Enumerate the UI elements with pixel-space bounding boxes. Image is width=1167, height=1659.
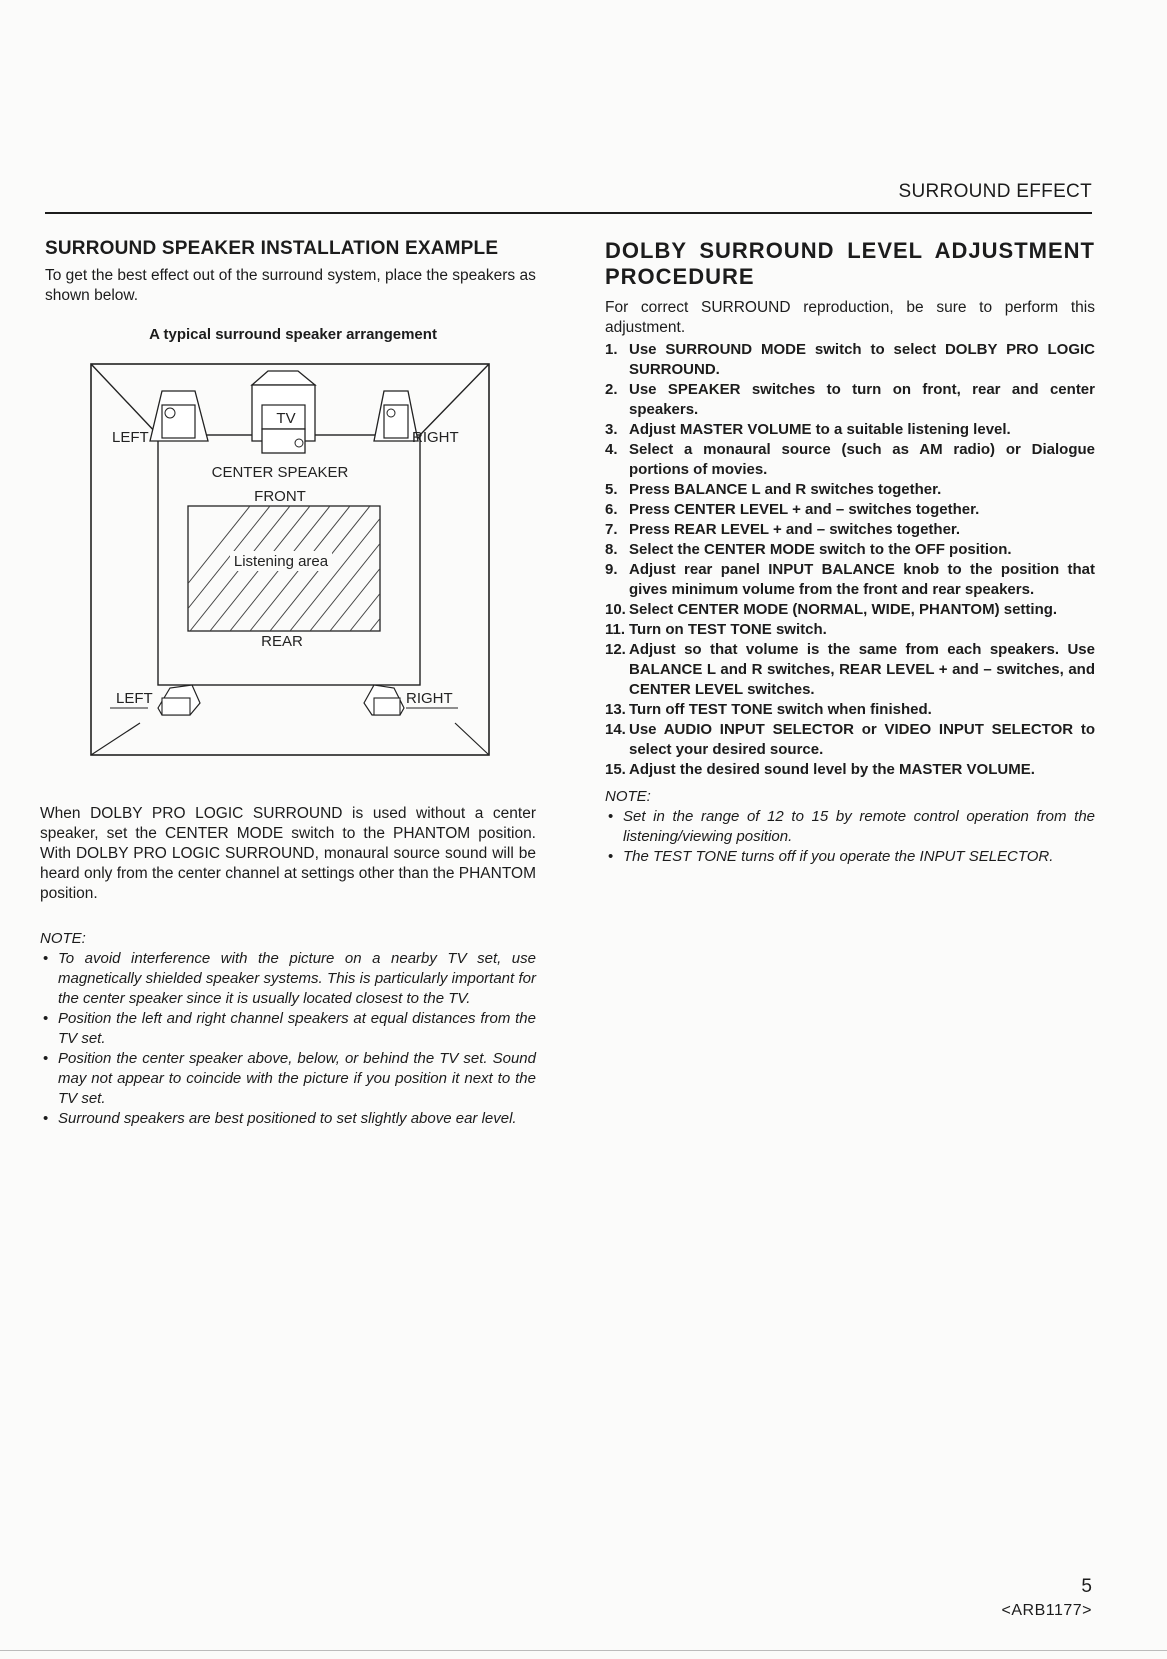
front-right-label: RIGHT (412, 429, 459, 446)
step-item: 7. Press REAR LEVEL + and – switches together. (605, 521, 961, 538)
rear-left-label: LEFT (116, 690, 153, 707)
step-item: 5. Press BALANCE L and R switches together. (605, 481, 942, 498)
scan-edge-line (0, 1650, 1167, 1651)
step-item: 14. Use AUDIO INPUT SELECTOR or VIDEO INPUT SELECTOR to select your desired source. (605, 721, 1095, 758)
right-heading: DOLBY SURROUND LEVEL ADJUSTMENT PROCEDURE (605, 238, 1095, 289)
adjustment-steps (605, 340, 1095, 780)
step-item: 12. Adjust so that volume is the same from each speakers. Use BALANCE L and R switches, REAR LEVEL + and – switches, and CENTER LEVEL switches. (605, 641, 1095, 698)
speaker-diagram-svg (90, 363, 500, 758)
step-item: 11. Turn on TEST TONE switch. (605, 621, 827, 638)
front-left-speaker-icon (150, 391, 208, 441)
page-number: 5 (1081, 1576, 1092, 1597)
front-left-label: LEFT (112, 429, 149, 446)
listening-area-label: Listening area (233, 553, 329, 570)
left-note-item: • To avoid interference with the picture on a nearby TV set, use magnetically shielded speaker systems. This is particularly important for the center speaker since it is usually located closest to the TV. (40, 949, 536, 1009)
step-item: 8. Select the CENTER MODE switch to the OFF position. (605, 541, 1012, 558)
rear-right-label: RIGHT (406, 690, 453, 707)
figure-caption: A typical surround speaker arrangement (149, 326, 437, 343)
right-notes (605, 788, 1095, 867)
right-intro: For correct SURROUND reproduction, be sure to perform this adjustment. (605, 299, 1095, 336)
rear-label: REAR (261, 633, 303, 650)
left-column (45, 238, 541, 343)
section-header: SURROUND EFFECT (898, 181, 1092, 202)
step-item: 9. Adjust rear panel INPUT BALANCE knob to the position that gives minimum volume from the front and rear speakers. (605, 561, 1095, 598)
right-note-item: • Set in the range of 12 to 15 by remote control operation from the listening/viewing position. (605, 807, 1095, 847)
center-speaker-icon (262, 429, 305, 453)
right-column (605, 238, 1095, 867)
rear-left-speaker-icon (158, 685, 200, 715)
step-item: 6. Press CENTER LEVEL + and – switches together. (605, 501, 980, 518)
tv-label: TV (276, 410, 296, 427)
step-item: 13. Turn off TEST TONE switch when finished. (605, 701, 932, 718)
left-note-item: • Position the center speaker above, below, or behind the TV set. Sound may not appear to coincide with the picture if you position it next to the TV set. (40, 1049, 536, 1109)
right-note-title: NOTE: (605, 788, 651, 805)
step-item: 2. Use SPEAKER switches to turn on front, rear and center speakers. (605, 381, 1095, 418)
left-note-item: • Surround speakers are best positioned to set slightly above ear level. (40, 1109, 536, 1129)
front-label: FRONT (254, 488, 306, 505)
center-speaker-label: CENTER SPEAKER (211, 464, 349, 481)
document-code: <ARB1177> (1001, 1602, 1092, 1619)
left-heading: SURROUND SPEAKER INSTALLATION EXAMPLE (45, 238, 499, 259)
left-intro: To get the best effect out of the surround system, place the speakers as shown below. (45, 267, 536, 304)
left-note-title: NOTE: (40, 930, 86, 947)
step-item: 10. Select CENTER MODE (NORMAL, WIDE, PHANTOM) setting. (605, 601, 1058, 618)
step-item: 3. Adjust MASTER VOLUME to a suitable listening level. (605, 421, 1011, 438)
step-item: 1. Use SURROUND MODE switch to select DOLBY PRO LOGIC SURROUND. (605, 341, 1095, 378)
speaker-arrangement-diagram (90, 363, 500, 758)
left-note-item: • Position the left and right channel speakers at equal distances from the TV set. (40, 1009, 536, 1049)
header-rule (45, 212, 1092, 214)
step-item: 15. Adjust the desired sound level by the MASTER VOLUME. (605, 761, 1035, 778)
right-note-item: • The TEST TONE turns off if you operate the INPUT SELECTOR. (605, 847, 1095, 867)
left-notes (40, 930, 536, 1129)
rear-right-speaker-icon (364, 685, 404, 715)
phantom-paragraph: When DOLBY PRO LOGIC SURROUND is used without a center speaker, set the CENTER MODE switch to the PHANTOM position. With DOLBY PRO LOGIC SURROUND, monaural source sound will be heard only from the center channel at settings other than the PHANTOM position. (40, 805, 536, 902)
step-item: 4. Select a monaural source (such as AM radio) or Dialogue portions of movies. (605, 441, 1095, 478)
